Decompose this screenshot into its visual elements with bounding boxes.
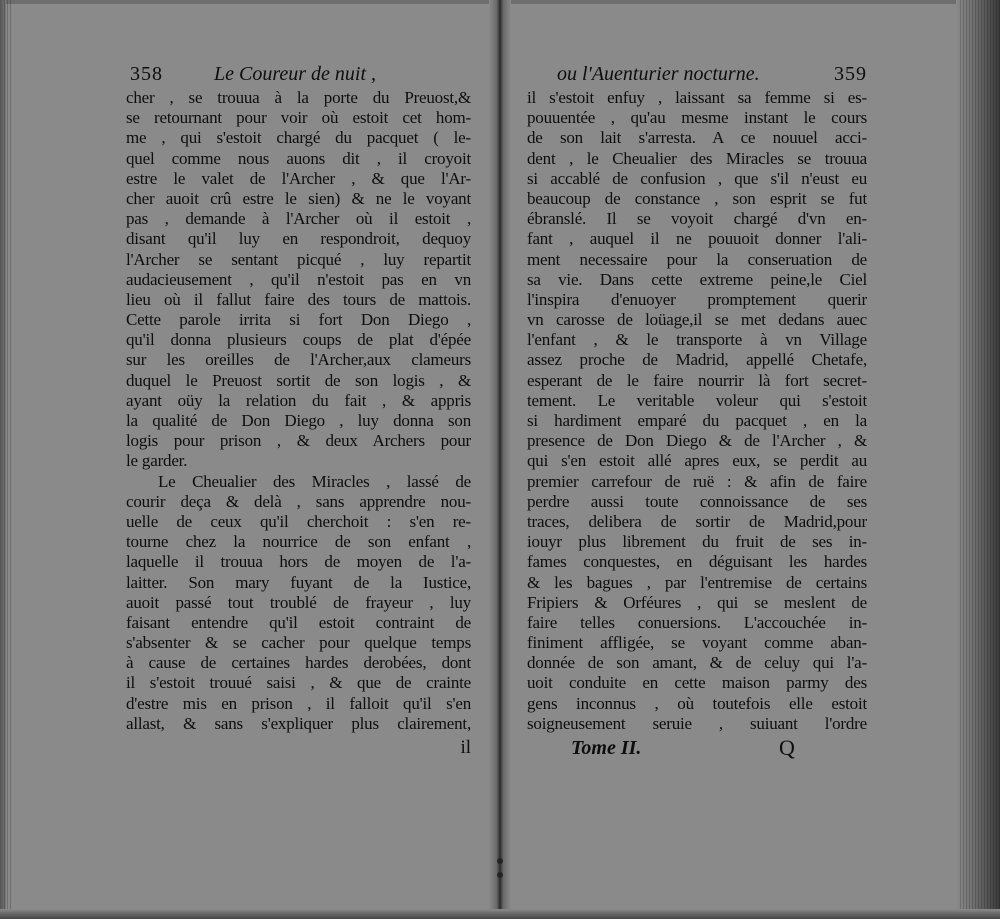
right-page-stack bbox=[960, 0, 1000, 919]
binding-stitch bbox=[497, 858, 503, 864]
text-line: qu'il donna plusieurs coups de plat d'épée bbox=[126, 330, 471, 350]
text-line: iouyr plus librement du fruit de ses in- bbox=[527, 532, 867, 552]
text-line: fames conquestes, en déguisant les hardes bbox=[527, 552, 867, 572]
text-line: vn carosse de loüage,il se met dedans auec bbox=[527, 310, 867, 330]
text-line: l'inspira d'enuoyer promptement querir bbox=[527, 289, 867, 309]
bottom-edge bbox=[0, 909, 1000, 919]
text-line: donnée de son amant, & de celuy qui l'a- bbox=[527, 653, 867, 673]
text-line: ayant oüy la relation du fait , & appris bbox=[126, 390, 471, 410]
text-line: il s'estoit trouué saisi , & que de crainte bbox=[126, 673, 471, 693]
text-line: sur les oreilles de l'Archer,aux clameurs bbox=[126, 350, 471, 370]
text-line: soigneusement seruie , suiuant l'ordre bbox=[527, 713, 867, 733]
running-title: ou l'Auenturier nocturne. bbox=[557, 63, 760, 85]
text-line: quel comme nous auons dit , il croyoit bbox=[126, 148, 471, 168]
text-line: si accablé de confusion , que s'il n'eust eu bbox=[527, 168, 867, 188]
text-line: courir deça & delà , sans apprendre nou- bbox=[126, 491, 471, 511]
left-text-block bbox=[126, 88, 471, 734]
text-line: assez proche de Madrid, appellé Chetafe, bbox=[527, 350, 867, 370]
text-line: Fripiers & Orféures , qui se meslent de bbox=[527, 592, 867, 612]
text-line: estre le valet de l'Archer , & que l'Ar- bbox=[126, 168, 471, 188]
text-line: Le Cheualier des Miracles , lassé de bbox=[158, 471, 471, 491]
text-line: ébranslé. Il se voyoit chargé d'vn en- bbox=[527, 209, 867, 229]
volume-label: Tome II. bbox=[571, 737, 642, 759]
text-line: finiment affligée, se voyant comme aban- bbox=[527, 633, 867, 653]
binding-stitch bbox=[497, 872, 503, 878]
text-line: esperant de le faire nourrir là fort secret- bbox=[527, 370, 867, 390]
text-line: allast, & sans s'expliquer plus clairement, bbox=[126, 713, 471, 733]
text-line: faire telles conuersions. L'accouchée in- bbox=[527, 612, 867, 632]
text-line: la qualité de Don Diego , luy donna son bbox=[126, 411, 471, 430]
text-line: auoit passé tout troublé de frayeur , luy bbox=[126, 592, 471, 612]
text-line: audacieusement , qu'il n'estoit pas en vn bbox=[126, 269, 471, 289]
text-line: Cette parole irrita si fort Don Diego , bbox=[126, 310, 471, 330]
page-number: 359 bbox=[834, 63, 867, 85]
book-gutter bbox=[489, 0, 511, 919]
text-line: duquel le Preuost sortit de son logis , & bbox=[126, 370, 471, 390]
right-running-head bbox=[527, 60, 867, 88]
left-page-stack bbox=[4, 0, 12, 919]
catchword-text: il bbox=[460, 737, 471, 758]
text-line: laquelle il trouua hors de moyen de l'a- bbox=[126, 552, 471, 572]
left-running-head bbox=[126, 60, 471, 88]
text-line: disant qu'il luy en respondroit, dequoy bbox=[126, 229, 471, 249]
text-line: qui s'en estoit allé apres eux, se perdit au bbox=[527, 451, 867, 471]
signature-mark: Q bbox=[779, 735, 795, 760]
page-number: 358 bbox=[130, 63, 163, 85]
text-line: cher , se trouua à la porte du Preuost,& bbox=[126, 88, 471, 107]
text-line: le garder. bbox=[126, 451, 188, 471]
text-line: sa vie. Dans cette extreme peine,le Ciel bbox=[527, 269, 867, 289]
text-line: l'Archer se sentant picqué , luy repartit bbox=[126, 249, 471, 269]
text-line: & les bagues , par l'entremise de certains bbox=[527, 572, 867, 592]
text-line: d'estre mis en prison , il falloit qu'il s'en bbox=[126, 693, 471, 713]
text-line: uoit conduite en cette maison parmy des bbox=[527, 673, 867, 693]
text-line: il s'estoit enfuy , laissant sa femme si es- bbox=[527, 88, 867, 107]
text-line: dent , le Cheualier des Miracles se trouua bbox=[527, 148, 867, 168]
catchword bbox=[126, 734, 471, 762]
text-line: traces, delibera de sortir de Madrid,pour bbox=[527, 511, 867, 531]
running-title: Le Coureur de nuit , bbox=[214, 63, 377, 85]
text-line: premier carrefour de ruë : & afin de faire bbox=[527, 471, 867, 491]
text-line: fant , auquel il ne pouuoit donner l'ali- bbox=[527, 229, 867, 249]
text-line: si hardiment emparé du pacquet , en la bbox=[527, 411, 867, 430]
text-line: beaucoup de constance , son esprit se fut bbox=[527, 188, 867, 208]
text-line: tourne chez la nourrice de son enfant , bbox=[126, 532, 471, 552]
text-line: laitter. Son mary fuyant de la Iustice, bbox=[126, 572, 471, 592]
text-line: me , qui s'estoit chargé du pacquet ( le- bbox=[126, 128, 471, 148]
text-line: perdre aussi toute connoissance de ses bbox=[527, 491, 867, 511]
text-line: se retournant pour voir où estoit cet hom- bbox=[126, 108, 471, 128]
text-line: l'enfant , & le transporte à vn Village bbox=[527, 330, 867, 350]
text-line: logis pour prison , & deux Archers pour bbox=[126, 431, 471, 451]
text-line: pouuentée , qu'au mesme instant le cours bbox=[527, 108, 867, 128]
right-text-block bbox=[527, 88, 867, 734]
text-line: gens inconnus , où toutefois elle estoit bbox=[527, 693, 867, 713]
right-page bbox=[527, 60, 867, 762]
text-line: uelle de ceux qu'il cherchoit : s'en re- bbox=[126, 511, 471, 531]
left-page bbox=[126, 60, 471, 762]
text-line: de son lait s'arresta. A ce nouuel acci- bbox=[527, 128, 867, 148]
text-line: lieu où il fallut faire des tours de mattois. bbox=[126, 289, 471, 309]
text-line: tement. Le veritable voleur qui s'estoit bbox=[527, 390, 867, 410]
text-line: à cause de certaines hardes derobées, dont bbox=[126, 653, 471, 673]
text-line: cher auoit crû estre le sien) & ne le voyant bbox=[126, 188, 471, 208]
text-line: faisant entendre qu'il estoit contraint de bbox=[126, 612, 471, 632]
text-line: presence de Don Diego & de l'Archer , & bbox=[527, 431, 867, 451]
text-line: ment necessaire pour la conseruation de bbox=[527, 249, 867, 269]
text-line: s'absenter & se cacher pour quelque temps bbox=[126, 633, 471, 653]
signature-line bbox=[527, 734, 867, 762]
text-line: pas , demande à l'Archer où il estoit , bbox=[126, 209, 471, 229]
